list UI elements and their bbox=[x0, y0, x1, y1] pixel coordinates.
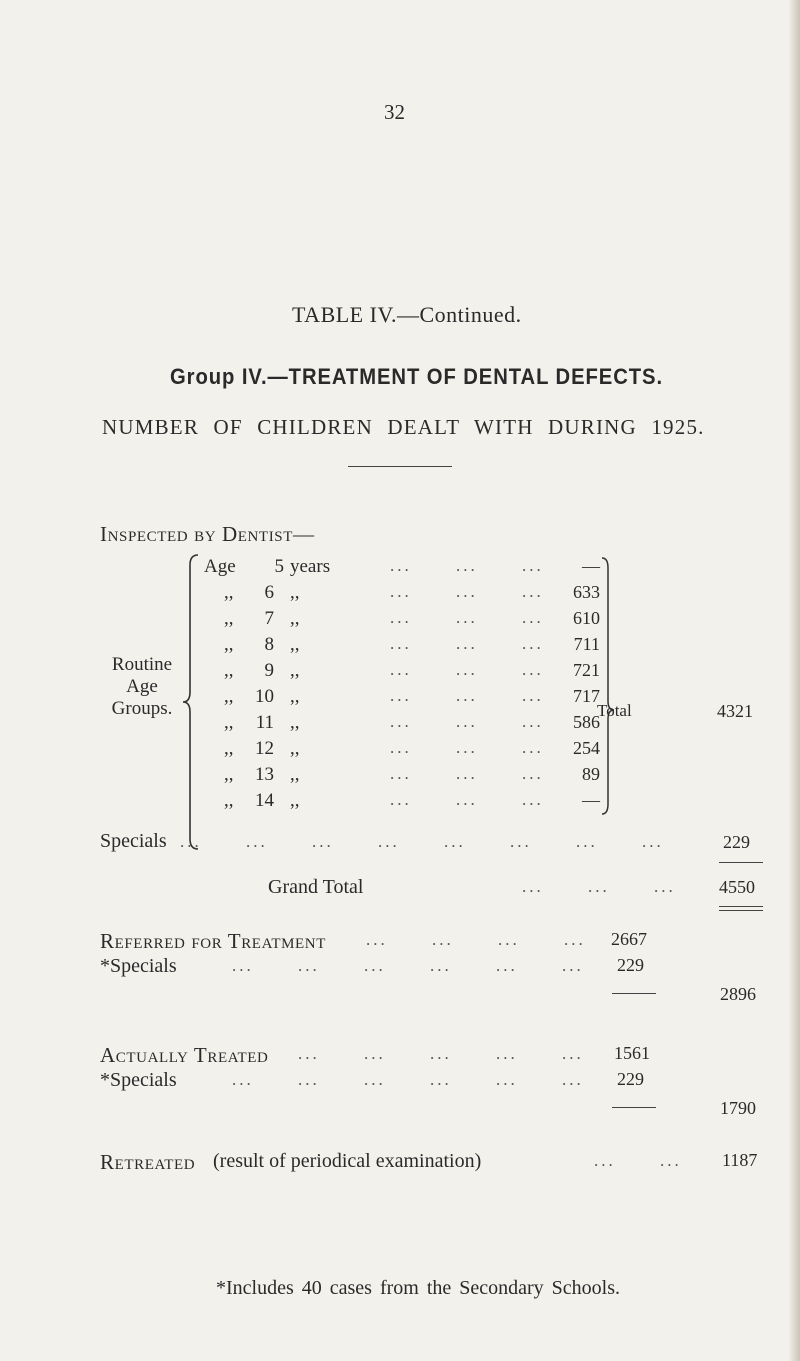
age-value: 8 bbox=[264, 634, 274, 655]
dot-leader: ... bbox=[660, 1151, 682, 1170]
dot-leader: ... bbox=[522, 686, 544, 705]
dot-leader: ... bbox=[522, 582, 544, 601]
sum-rule bbox=[719, 862, 763, 863]
dot-leader: ... bbox=[364, 1070, 386, 1089]
inspected-heading: Inspected by Dentist— bbox=[100, 522, 315, 546]
dot-leader: ... bbox=[498, 930, 520, 949]
dot-leader: ... bbox=[312, 832, 334, 851]
dot-leader: ... bbox=[456, 660, 478, 679]
total-value: 4321 bbox=[717, 701, 753, 721]
dot-leader: ... bbox=[298, 956, 320, 975]
age-prefix: ,, bbox=[224, 634, 234, 655]
dot-leader: ... bbox=[654, 877, 676, 896]
dot-leader: ... bbox=[522, 608, 544, 627]
referred-value: 2667 bbox=[611, 929, 647, 949]
routine-groups-label-1: Routine bbox=[111, 654, 173, 675]
age-unit: ,, bbox=[290, 764, 300, 785]
dot-leader: ... bbox=[390, 790, 412, 809]
age-value: 10 bbox=[255, 686, 274, 707]
referred-specials-label: *Specials bbox=[100, 955, 177, 977]
age-count: 717 bbox=[573, 686, 600, 706]
age-prefix: ,, bbox=[224, 790, 234, 811]
age-count: 633 bbox=[573, 582, 600, 602]
age-count: 610 bbox=[573, 608, 600, 628]
specials-value: 229 bbox=[723, 832, 750, 852]
specials-label: Specials bbox=[100, 830, 167, 852]
double-rule bbox=[719, 910, 763, 911]
dot-leader: ... bbox=[432, 930, 454, 949]
dot-leader: ... bbox=[456, 608, 478, 627]
treated-label: Actually Treated bbox=[100, 1043, 269, 1067]
age-unit: ,, bbox=[290, 686, 300, 707]
dot-leader: ... bbox=[510, 832, 532, 851]
age-prefix: ,, bbox=[224, 686, 234, 707]
age-count: 711 bbox=[573, 634, 600, 654]
dot-leader: ... bbox=[522, 634, 544, 653]
age-prefix: ,, bbox=[224, 660, 234, 681]
routine-groups-label-3: Groups. bbox=[111, 698, 173, 719]
dot-leader: ... bbox=[456, 712, 478, 731]
dot-leader: ... bbox=[522, 556, 544, 575]
dot-leader: ... bbox=[642, 832, 664, 851]
group-title: Group IV.—TREATMENT OF DENTAL DEFECTS. bbox=[170, 364, 663, 389]
dot-leader: ... bbox=[298, 1070, 320, 1089]
right-brace bbox=[600, 556, 616, 816]
grand-total-value: 4550 bbox=[719, 877, 755, 897]
dot-leader: ... bbox=[456, 582, 478, 601]
dot-leader: ... bbox=[366, 930, 388, 949]
age-unit: years bbox=[290, 556, 331, 577]
treated-value: 1561 bbox=[614, 1043, 650, 1063]
treated-specials-label: *Specials bbox=[100, 1069, 177, 1091]
age-value: 13 bbox=[255, 764, 274, 785]
dot-leader: ... bbox=[456, 790, 478, 809]
age-prefix: ,, bbox=[224, 582, 234, 603]
dot-leader: ... bbox=[390, 608, 412, 627]
table-title: TABLE IV.—Continued. bbox=[292, 302, 522, 327]
dot-leader: ... bbox=[390, 556, 412, 575]
dot-leader: ... bbox=[378, 832, 400, 851]
dot-leader: ... bbox=[594, 1151, 616, 1170]
dot-leader: ... bbox=[588, 877, 610, 896]
dot-leader: ... bbox=[456, 764, 478, 783]
age-unit: ,, bbox=[290, 634, 300, 655]
page-edge-shadow bbox=[788, 0, 800, 1361]
age-count: 586 bbox=[573, 712, 600, 732]
age-count: 89 bbox=[582, 764, 600, 784]
page-number: 32 bbox=[384, 100, 405, 124]
age-value: 7 bbox=[264, 608, 274, 629]
footnote: *Includes 40 cases from the Secondary Schools. bbox=[216, 1277, 621, 1299]
dot-leader: ... bbox=[430, 1070, 452, 1089]
age-count: — bbox=[582, 556, 600, 576]
sum-dash bbox=[612, 993, 656, 994]
age-prefix: ,, bbox=[224, 738, 234, 759]
dot-leader: ... bbox=[390, 764, 412, 783]
referred-sum: 2896 bbox=[720, 984, 756, 1004]
routine-groups-label-2: Age bbox=[126, 676, 158, 697]
retreated-value: 1187 bbox=[722, 1150, 758, 1170]
treated-sum: 1790 bbox=[720, 1098, 756, 1118]
dot-leader: ... bbox=[444, 832, 466, 851]
dot-leader: ... bbox=[364, 1044, 386, 1063]
dot-leader: ... bbox=[246, 832, 268, 851]
dot-leader: ... bbox=[564, 930, 586, 949]
double-rule bbox=[719, 906, 763, 907]
dot-leader: ... bbox=[430, 956, 452, 975]
age-unit: ,, bbox=[290, 790, 300, 811]
age-value: 11 bbox=[255, 712, 274, 733]
age-count: 721 bbox=[573, 660, 600, 680]
age-unit: ,, bbox=[290, 660, 300, 681]
dot-leader: ... bbox=[390, 660, 412, 679]
retreated-note: (result of periodical examination) bbox=[213, 1150, 482, 1172]
dot-leader: ... bbox=[522, 877, 544, 896]
dot-leader: ... bbox=[522, 764, 544, 783]
dot-leader: ... bbox=[364, 956, 386, 975]
dot-leader: ... bbox=[576, 832, 598, 851]
age-value: 6 bbox=[264, 582, 274, 603]
age-value: 5 bbox=[274, 556, 284, 577]
subtitle: NUMBER OF CHILDREN DEALT WITH DURING 1925. bbox=[102, 415, 705, 439]
age-prefix: Age bbox=[204, 556, 236, 577]
age-value: 9 bbox=[264, 660, 274, 681]
dot-leader: ... bbox=[390, 634, 412, 653]
treated-specials-value: 229 bbox=[617, 1069, 644, 1089]
dot-leader: ... bbox=[496, 1044, 518, 1063]
dot-leader: ... bbox=[522, 738, 544, 757]
age-count: — bbox=[582, 790, 600, 810]
age-prefix: ,, bbox=[224, 764, 234, 785]
dot-leader: ... bbox=[562, 1044, 584, 1063]
grand-total-label: Grand Total bbox=[268, 876, 364, 898]
age-unit: ,, bbox=[290, 738, 300, 759]
dot-leader: ... bbox=[456, 686, 478, 705]
sum-dash bbox=[612, 1107, 656, 1108]
dot-leader: ... bbox=[180, 832, 202, 851]
dot-leader: ... bbox=[562, 956, 584, 975]
dot-leader: ... bbox=[522, 790, 544, 809]
age-value: 14 bbox=[255, 790, 274, 811]
dot-leader: ... bbox=[456, 738, 478, 757]
age-unit: ,, bbox=[290, 712, 300, 733]
dot-leader: ... bbox=[390, 738, 412, 757]
dot-leader: ... bbox=[522, 712, 544, 731]
age-unit: ,, bbox=[290, 608, 300, 629]
dot-leader: ... bbox=[232, 956, 254, 975]
dot-leader: ... bbox=[496, 1070, 518, 1089]
dot-leader: ... bbox=[522, 660, 544, 679]
retreated-label: Retreated bbox=[100, 1150, 196, 1174]
dot-leader: ... bbox=[496, 956, 518, 975]
dot-leader: ... bbox=[232, 1070, 254, 1089]
dot-leader: ... bbox=[390, 712, 412, 731]
total-label: Total bbox=[597, 701, 632, 720]
dot-leader: ... bbox=[562, 1070, 584, 1089]
age-count: 254 bbox=[573, 738, 600, 758]
age-prefix: ,, bbox=[224, 608, 234, 629]
age-value: 12 bbox=[255, 738, 274, 759]
dot-leader: ... bbox=[456, 556, 478, 575]
dot-leader: ... bbox=[390, 686, 412, 705]
title-divider bbox=[348, 466, 452, 467]
left-brace bbox=[180, 553, 202, 851]
dot-leader: ... bbox=[298, 1044, 320, 1063]
age-prefix: ,, bbox=[224, 712, 234, 733]
referred-label: Referred for Treatment bbox=[100, 929, 327, 953]
dot-leader: ... bbox=[390, 582, 412, 601]
age-unit: ,, bbox=[290, 582, 300, 603]
dot-leader: ... bbox=[430, 1044, 452, 1063]
dot-leader: ... bbox=[456, 634, 478, 653]
referred-specials-value: 229 bbox=[617, 955, 644, 975]
